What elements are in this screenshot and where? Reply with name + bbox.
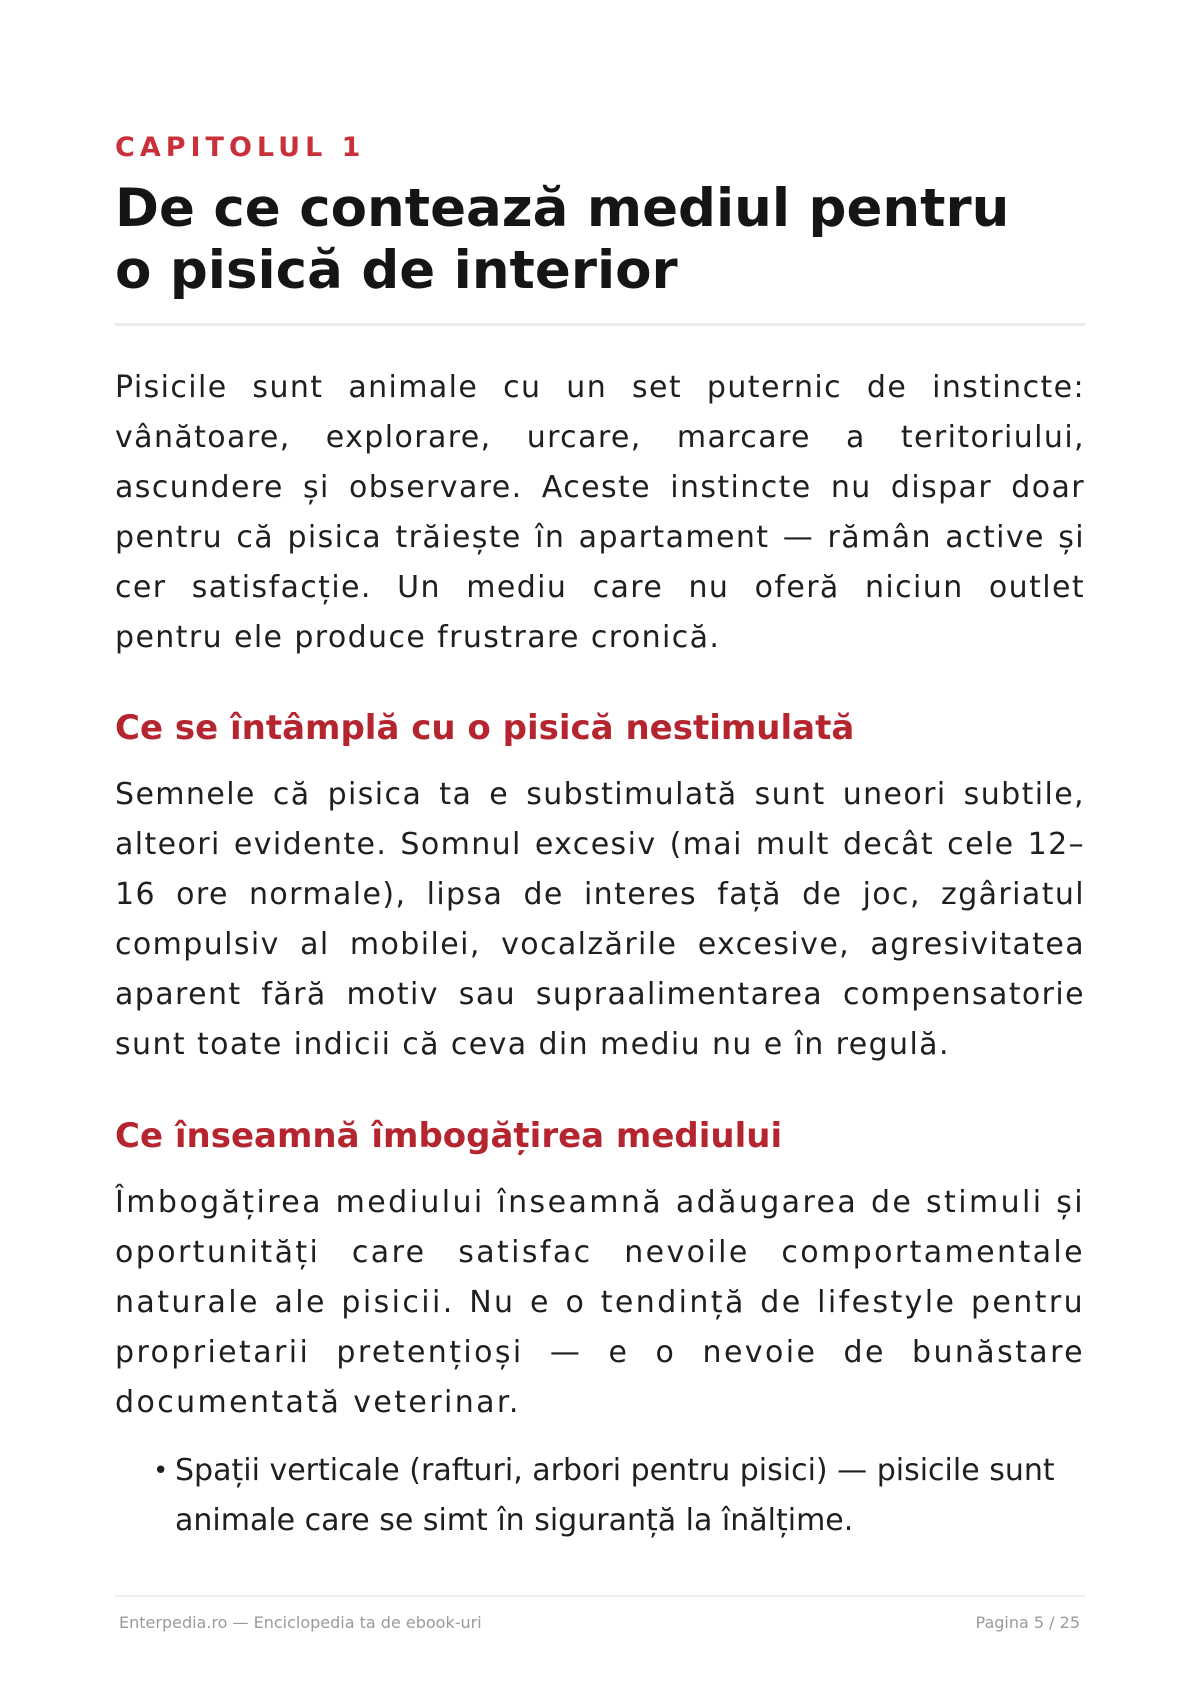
footer-site-name: Enterpedia.ro — Enciclopedia ta de ebook-uri [119,1613,482,1632]
chapter-title [115,178,1085,302]
list-item [115,1446,1065,1546]
title-divider [115,323,1085,326]
enrichment-bullet-list [115,1446,1085,1546]
footer-divider [115,1595,1085,1597]
footer-page-number: Pagina 5 / 25 [975,1613,1080,1632]
chapter-title-line-1: De ce contează mediul pentru [115,178,1010,239]
ebook-page [115,0,1085,1683]
section-heading-unstimulated-cat: Ce se întâmplă cu o pisică nestimulată [115,708,855,748]
chapter-title-line-2: o pisică de interior [115,240,678,301]
section-heading-enrichment: Ce înseamnă îmbogățirea mediului [115,1116,783,1156]
bullet-icon: • [153,1456,169,1486]
list-item-text: Spații verticale (rafturi, arbori pentru pisici) — pisicile sunt animale care se simt în siguranță la înălțime. [175,1453,1055,1538]
intro-paragraph: Pisicile sunt animale cu un set puternic de instincte: vânătoare, explorare, urcare, marcare a teritoriului, ascundere și observare. Aceste instincte nu dispar doar pentru că pisica trăiește în apartament — rămân active și cer satisfacție. Un mediu care nu oferă niciun outlet pentru ele produce frustrare cronică. [115,370,1085,655]
section-paragraph-enrichment: Îmbogățirea mediului înseamnă adăugarea de stimuli și oportunități care satisfac nevoile comportamentale naturale ale pisicii. Nu e o tendință de lifestyle pentru proprietarii pretențioși — e o nevoie de bunăstare documentată veterinar. [115,1185,1085,1420]
section-paragraph-unstimulated-cat: Semnele că pisica ta e substimulată sunt uneori subtile, alteori evidente. Somnul excesiv (mai mult decât cele 12–16 ore normale), lipsa de interes față de joc, zgâriatul compulsiv al mobilei, vocalzările excesive, agresivitatea aparent fără motiv sau supraalimentarea compensatorie sunt toate indicii că ceva din mediu nu e în regulă. [115,777,1085,1062]
chapter-label: CAPITOLUL 1 [115,132,366,163]
